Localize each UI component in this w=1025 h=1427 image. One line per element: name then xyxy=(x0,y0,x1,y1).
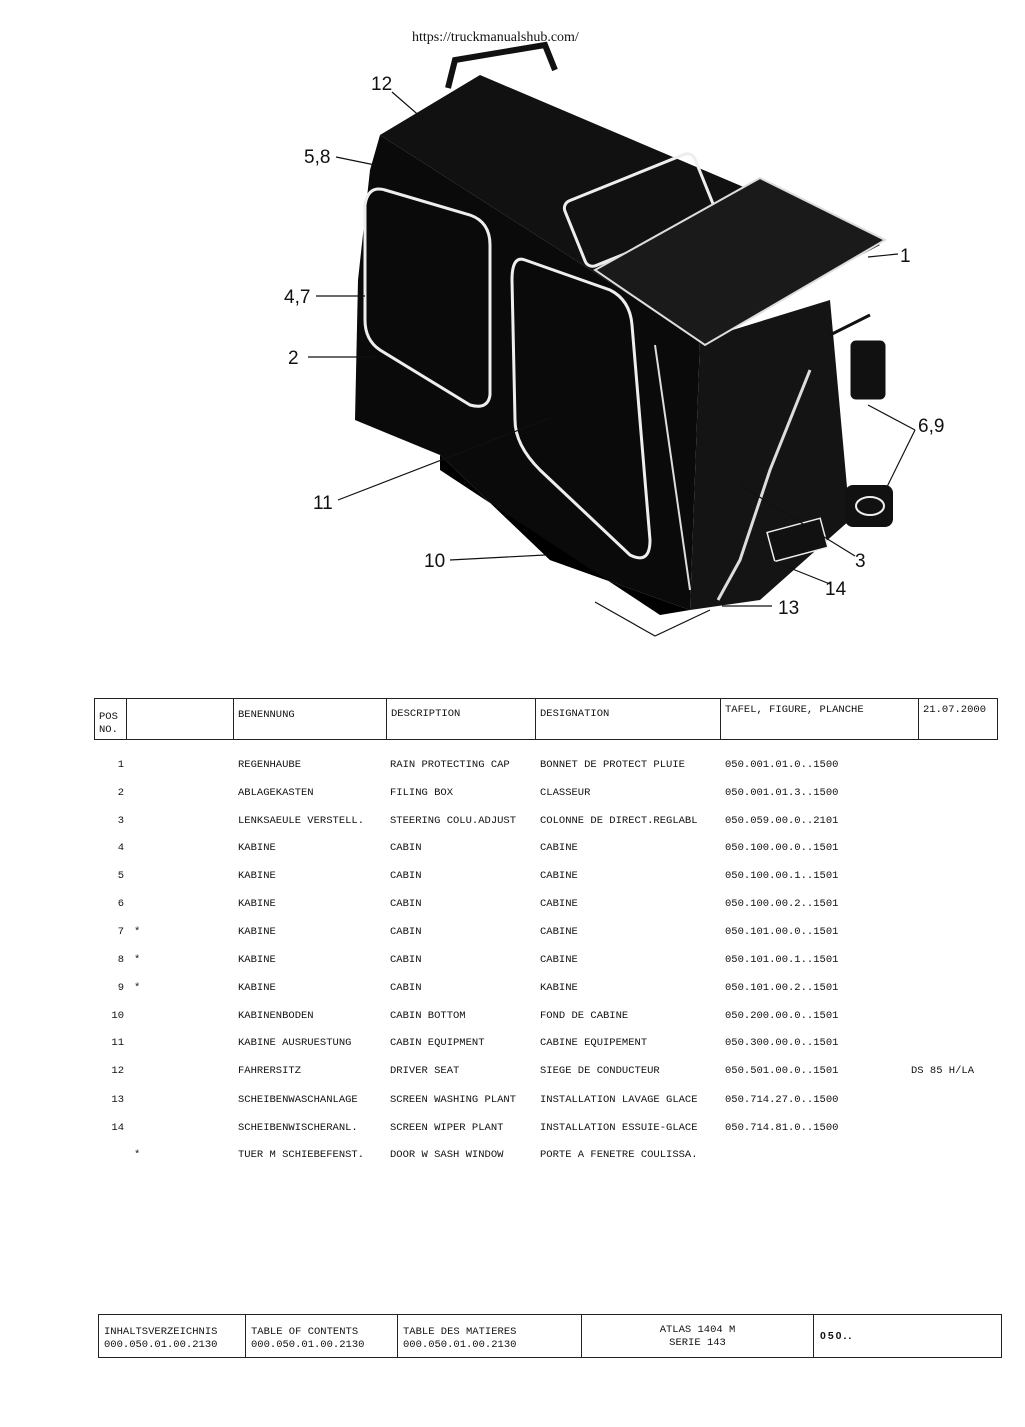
row-benennung: KABINE xyxy=(238,954,276,966)
row-benennung: FAHRERSITZ xyxy=(238,1065,302,1077)
header-designation: DESIGNATION xyxy=(535,699,720,739)
table-row xyxy=(0,815,1025,835)
row-mark: * xyxy=(134,1149,141,1161)
footer-machine-serie: SERIE 143 xyxy=(669,1337,726,1349)
row-designation: FOND DE CABINE xyxy=(540,1010,629,1022)
row-benennung: SCHEIBENWASCHANLAGE xyxy=(238,1094,358,1106)
mirror-lower-shape xyxy=(845,485,893,527)
table-row xyxy=(0,1094,1025,1114)
row-tafel: 050.001.01.3..1500 xyxy=(725,787,839,799)
callout-5-8: 5,8 xyxy=(304,147,331,168)
row-pos: 6 xyxy=(117,898,124,910)
row-tafel: 050.714.81.0..1500 xyxy=(725,1122,839,1134)
table-row xyxy=(0,898,1025,918)
footer-toc-label: TABLE OF CONTENTS xyxy=(251,1326,359,1338)
header-benennung: BENENNUNG xyxy=(233,699,386,739)
row-description: DRIVER SEAT xyxy=(390,1065,460,1077)
source-url: https://truckmanualshub.com/ xyxy=(412,30,579,45)
row-designation: SIEGE DE CONDUCTEUR xyxy=(540,1065,660,1077)
row-benennung: KABINE xyxy=(238,870,276,882)
row-description: CABIN xyxy=(390,982,422,994)
row-pos: 2 xyxy=(117,787,124,799)
row-designation: COLONNE DE DIRECT.REGLABL xyxy=(540,815,698,827)
callout-6-9: 6,9 xyxy=(918,416,945,437)
row-pos: 14 xyxy=(111,1122,124,1134)
table-row xyxy=(0,870,1025,890)
row-mark: * xyxy=(134,926,141,938)
row-description: RAIN PROTECTING CAP xyxy=(390,759,510,771)
header-blank xyxy=(126,699,233,739)
row-description: CABIN xyxy=(390,926,422,938)
row-tafel: 050.100.00.2..1501 xyxy=(725,898,839,910)
row-tafel: 050.001.01.0..1500 xyxy=(725,759,839,771)
row-designation: PORTE A FENETRE COULISSA. xyxy=(540,1149,698,1161)
row-pos: 9 xyxy=(117,982,124,994)
header-pos-no xyxy=(95,699,126,739)
footer-toc-code: 000.050.01.00.2130 xyxy=(251,1339,365,1351)
row-pos: 11 xyxy=(111,1037,124,1049)
row-note: DS 85 H/LA xyxy=(911,1065,975,1077)
footer-machine xyxy=(581,1315,813,1357)
table-row xyxy=(0,1065,1025,1085)
row-designation: CABINE xyxy=(540,954,578,966)
table-row xyxy=(0,842,1025,862)
row-pos: 10 xyxy=(111,1010,124,1022)
row-designation: CLASSEUR xyxy=(540,787,591,799)
row-mark: * xyxy=(134,954,141,966)
row-tafel: 050.100.00.1..1501 xyxy=(725,870,839,882)
footer-inhalt-label: INHALTSVERZEICHNIS xyxy=(104,1326,218,1338)
row-tafel: 050.300.00.0..1501 xyxy=(725,1037,839,1049)
row-designation: CABINE xyxy=(540,870,578,882)
row-tafel: 050.501.00.0..1501 xyxy=(725,1065,839,1077)
callout-14: 14 xyxy=(825,579,847,600)
row-pos: 3 xyxy=(117,815,124,827)
row-description: CABIN xyxy=(390,954,422,966)
row-benennung: TUER M SCHIEBEFENST. xyxy=(238,1149,365,1161)
row-benennung: KABINE xyxy=(238,926,276,938)
footer-tdm-code: 000.050.01.00.2130 xyxy=(403,1339,517,1351)
page-number: 050.. xyxy=(813,1315,1001,1357)
callout-3: 3 xyxy=(855,551,866,572)
table-row xyxy=(0,1010,1025,1030)
front-panel-shape xyxy=(690,300,850,610)
row-pos: 7 xyxy=(117,926,124,938)
footer-box xyxy=(98,1314,1002,1358)
row-pos: 8 xyxy=(117,954,124,966)
row-pos: 13 xyxy=(111,1094,124,1106)
row-designation: CABINE xyxy=(540,898,578,910)
row-mark: * xyxy=(134,982,141,994)
row-designation: CABINE EQUIPEMENT xyxy=(540,1037,648,1049)
row-benennung: KABINE xyxy=(238,898,276,910)
row-benennung: KABINE xyxy=(238,842,276,854)
footer-inhalt-code: 000.050.01.00.2130 xyxy=(104,1339,218,1351)
row-tafel: 050.059.00.0..2101 xyxy=(725,815,839,827)
row-description: CABIN EQUIPMENT xyxy=(390,1037,485,1049)
row-description: SCREEN WIPER PLANT xyxy=(390,1122,504,1134)
row-pos: 1 xyxy=(117,759,124,771)
row-pos: 4 xyxy=(117,842,124,854)
callout-1: 1 xyxy=(900,246,911,267)
row-tafel: 050.101.00.0..1501 xyxy=(725,926,839,938)
row-benennung: KABINENBODEN xyxy=(238,1010,314,1022)
cabin-exploded-drawing xyxy=(0,0,1025,690)
row-designation: INSTALLATION ESSUIE-GLACE xyxy=(540,1122,698,1134)
row-designation: BONNET DE PROTECT PLUIE xyxy=(540,759,685,771)
footer-tdm xyxy=(397,1315,581,1357)
row-tafel: 050.101.00.2..1501 xyxy=(725,982,839,994)
row-tafel: 050.200.00.0..1501 xyxy=(725,1010,839,1022)
row-description: CABIN xyxy=(390,870,422,882)
parts-table-header xyxy=(94,698,998,740)
footer-inhalt xyxy=(99,1315,245,1357)
callout-4-7: 4,7 xyxy=(284,287,311,308)
table-row xyxy=(0,982,1025,1002)
table-row xyxy=(0,1037,1025,1057)
table-row xyxy=(0,954,1025,974)
table-row xyxy=(0,1122,1025,1142)
row-description: CABIN xyxy=(390,842,422,854)
callout-13: 13 xyxy=(778,598,800,619)
row-benennung: LENKSAEULE VERSTELL. xyxy=(238,815,365,827)
callout-2: 2 xyxy=(288,348,299,369)
header-tafel: TAFEL, FIGURE, PLANCHE xyxy=(720,699,918,739)
row-pos: 5 xyxy=(117,870,124,882)
row-description: CABIN BOTTOM xyxy=(390,1010,466,1022)
table-row xyxy=(0,1149,1025,1169)
callout-10: 10 xyxy=(424,551,446,572)
row-designation: CABINE xyxy=(540,842,578,854)
table-row xyxy=(0,759,1025,779)
row-description: FILING BOX xyxy=(390,787,454,799)
header-no: NO. xyxy=(99,724,118,736)
row-tafel: 050.714.27.0..1500 xyxy=(725,1094,839,1106)
row-description: SCREEN WASHING PLANT xyxy=(390,1094,517,1106)
footer-machine-name: ATLAS 1404 M xyxy=(659,1324,736,1336)
row-pos: 12 xyxy=(111,1065,124,1077)
table-row xyxy=(0,926,1025,946)
callout-11: 11 xyxy=(313,493,333,514)
header-date: 21.07.2000 xyxy=(918,699,999,739)
row-benennung: ABLAGEKASTEN xyxy=(238,787,314,799)
row-designation: KABINE xyxy=(540,982,578,994)
row-designation: CABINE xyxy=(540,926,578,938)
footer-tdm-label: TABLE DES MATIERES xyxy=(403,1326,517,1338)
row-benennung: SCHEIBENWISCHERANL. xyxy=(238,1122,358,1134)
row-description: DOOR W SASH WINDOW xyxy=(390,1149,504,1161)
header-description: DESCRIPTION xyxy=(386,699,535,739)
row-benennung: KABINE xyxy=(238,982,276,994)
row-description: CABIN xyxy=(390,898,422,910)
header-pos: POS xyxy=(99,711,118,723)
handle-shape xyxy=(448,45,555,88)
callout-12: 12 xyxy=(371,74,393,95)
row-benennung: REGENHAUBE xyxy=(238,759,302,771)
row-tafel: 050.101.00.1..1501 xyxy=(725,954,839,966)
mirror-upper-shape xyxy=(850,340,886,400)
footer-toc xyxy=(245,1315,397,1357)
table-row xyxy=(0,787,1025,807)
row-designation: INSTALLATION LAVAGE GLACE xyxy=(540,1094,698,1106)
mirror-arm-shape xyxy=(830,315,870,335)
row-benennung: KABINE AUSRUESTUNG xyxy=(238,1037,352,1049)
row-tafel: 050.100.00.0..1501 xyxy=(725,842,839,854)
row-description: STEERING COLU.ADJUST xyxy=(390,815,517,827)
